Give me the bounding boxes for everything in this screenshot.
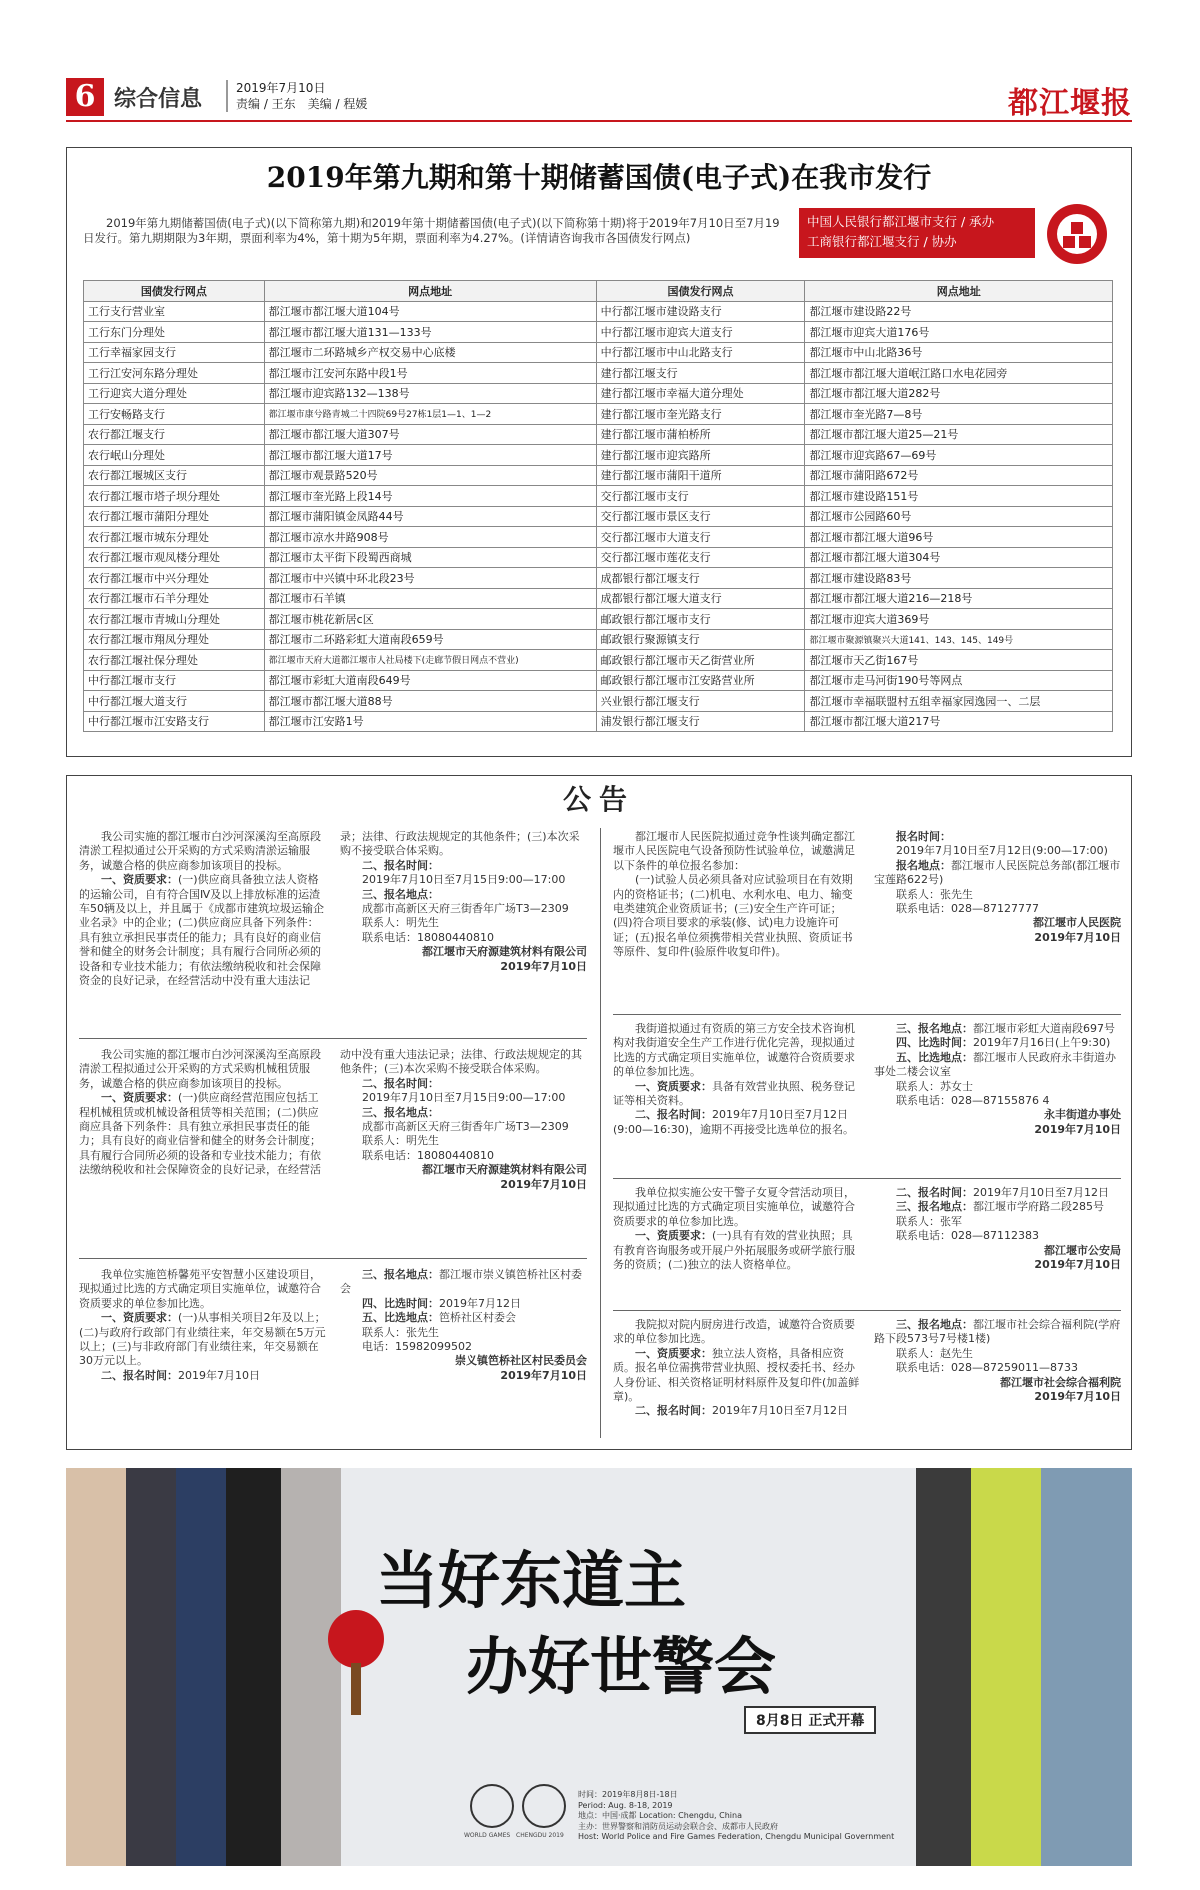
notice-text: 笆桥社区村委会 — [439, 1311, 516, 1325]
table-cell: 都江堰市天乙街167号 — [805, 650, 1113, 671]
notice-date: 2019年7月10日 — [1034, 930, 1121, 944]
table-cell: 都江堰市二环路城乡产权交易中心底楼 — [264, 342, 596, 363]
police-photo — [971, 1468, 1046, 1866]
notice-date: 2019年7月10日 — [1034, 1390, 1121, 1404]
notice-text: 2019年7月10日至7月12日(9:00—17:00) — [896, 844, 1108, 858]
table-cell: 邮政银行都江堰市支行 — [596, 609, 805, 630]
table-cell: 都江堰市聚源镇聚兴大道141、143、145、149号 — [805, 629, 1113, 650]
notice-text: (一)具有有效的营业执照；具有教育咨询服务或开展户外拓展服务或研学旅行服务的资质；(二)独立的法人资格单位。 — [613, 1229, 855, 1272]
emblem-label: WORLD GAMES — [464, 1832, 511, 1839]
table-cell: 交行都江堰市支行 — [596, 486, 805, 507]
table-cell: 都江堰市都江堰大道17号 — [264, 445, 596, 466]
athlete-photo — [281, 1468, 341, 1866]
table-cell: 农行都江堰市石羊分理处 — [84, 588, 265, 609]
table-header-cell: 国债发行网点 — [596, 281, 805, 302]
table-row — [84, 670, 1113, 691]
bank-line-2: 工商银行都江堰支行 / 协办 — [807, 234, 957, 249]
table-cell: 成都银行都江堰大道支行 — [596, 588, 805, 609]
table-cell: 都江堰市建设路151号 — [805, 486, 1113, 507]
table-row — [84, 445, 1113, 466]
notice-text: 2019年7月12日 — [439, 1296, 521, 1310]
police-photo — [1041, 1468, 1132, 1866]
chengdu-2019-emblem-icon — [522, 1784, 566, 1828]
table-cell: 中行都江堰市建设路支行 — [596, 301, 805, 322]
table-cell: 都江堰市都江堰大道岷江路口水电花园旁 — [805, 363, 1113, 384]
table-row — [84, 506, 1113, 527]
table-cell: 都江堰市都江堰大道304号 — [805, 547, 1113, 568]
table-row — [84, 301, 1113, 322]
notice-text: 联系电话：028—87112383 — [896, 1229, 1039, 1243]
table-cell: 浦发银行都江堰支行 — [596, 711, 805, 732]
notice-text: 我公司实施的都江堰市白沙河深溪沟至高原段清淤工程拟通过公开采购的方式采购清淤运输服务，诚邀合格的供应商参加该项目的投标。 — [79, 830, 321, 872]
table-cell: 兴业银行都江堰支行 — [596, 691, 805, 712]
table-cell: 农行都江堰市城东分理处 — [84, 527, 265, 548]
table-row — [84, 342, 1113, 363]
notice-text: 2019年7月10日至7月12日(9:00—16:30)，逾期不再接受比选单位的报名。 — [613, 1108, 854, 1136]
ad-slogan — [376, 1538, 776, 1710]
table-cell: 都江堰市都江堰大道25—21号 — [805, 424, 1113, 445]
notice-title: 公告 — [562, 783, 635, 816]
table-cell: 农行都江堰市青城山分理处 — [84, 609, 265, 630]
table-cell: 建行都江堰支行 — [596, 363, 805, 384]
table-cell: 都江堰市中山北路36号 — [805, 342, 1113, 363]
table-row — [84, 363, 1113, 384]
table-cell: 农行都江堰社保分理处 — [84, 650, 265, 671]
table-cell: 农行岷山分理处 — [84, 445, 265, 466]
notice-text: 联系电话：028—87155876 4 — [896, 1094, 1050, 1108]
table-row — [84, 527, 1113, 548]
bank-logo-icon — [1047, 204, 1107, 264]
table-cell: 都江堰市中兴镇中环北段23号 — [264, 568, 596, 589]
notice-text: (一)试验人员必须具备对应试验项目在有效期内的资格证书；(二)机电、水利水电、电力、输变电类建筑企业资质证书；(三)安全生产许可证；(四)符合项目要求的承装(修、试)电力设施许可证；(五)报名单位须携带相关营业执照、资质证书等原件、复印件(验原件收复印件)。 — [613, 873, 853, 959]
notice-text: 联系电话：028—87259011—8733 — [896, 1361, 1078, 1375]
notice-text: 都江堰市崇义镇笆桥社区村委会 — [340, 1268, 582, 1296]
table-cell: 都江堰市蒲阳路672号 — [805, 465, 1113, 486]
notice-text: 2019年7月10日至7月15日9:00—17:00 — [362, 873, 566, 887]
notice-text: (一)从事相关项目2年及以上；(二)与政府行政部门有业绩往来，年交易额在5万元以上；(三)与非政府部门有业绩往来，年交易额在30万元以上。 — [79, 1311, 326, 1368]
table-cell: 都江堰市建设路22号 — [805, 301, 1113, 322]
notice-text: 联系电话：18080440810 — [362, 930, 494, 944]
notice-text: 都江堰市人民医院拟通过竞争性谈判确定都江堰市人民医院电气设备预防性试验单位，诚邀满足以下条件的单位报名参加： — [613, 830, 855, 872]
table-cell: 都江堰市迎宾大道369号 — [805, 609, 1113, 630]
table-row — [84, 568, 1113, 589]
table-row — [84, 711, 1113, 732]
table-cell: 建行都江堰市迎宾路所 — [596, 445, 805, 466]
table-cell: 都江堰市奎光路上段14号 — [264, 486, 596, 507]
table-cell: 农行都江堰市中兴分理处 — [84, 568, 265, 589]
notice-heading: 三、报名地点： — [362, 1268, 439, 1281]
table-cell: 邮政银行都江堰市天乙街营业所 — [596, 650, 805, 671]
notice-6 — [613, 1186, 1121, 1302]
table-cell: 工行幸福家园支行 — [84, 342, 265, 363]
table-row — [84, 650, 1113, 671]
table-cell: 都江堰市石羊镇 — [264, 588, 596, 609]
ad-info-line: 主办：世界警察和消防员运动会联合会、成都市人民政府 — [578, 1821, 778, 1831]
notice-text: 我街道拟通过有资质的第三方安全技术咨询机构对我街道安全生产工作进行优化完善，现拟通过比选的方式确定项目实施单位，诚邀符合资质要求的单位参加比选。 — [613, 1022, 855, 1079]
notice-1 — [79, 830, 587, 1030]
table-row — [84, 322, 1113, 343]
table-cell: 农行都江堰城区支行 — [84, 465, 265, 486]
table-cell: 都江堰市都江堰大道88号 — [264, 691, 596, 712]
table-row — [84, 588, 1113, 609]
table-cell: 交行都江堰市景区支行 — [596, 506, 805, 527]
notice-text: 都江堰市人民医院总务部(都江堰市宝莲路622号) — [874, 858, 1121, 887]
table-cell: 都江堰市建设路83号 — [805, 568, 1113, 589]
table-cell: 中行都江堰市迎宾大道支行 — [596, 322, 805, 343]
notice-text: 联系人：明先生 — [362, 916, 439, 930]
notice-heading: 五、比选地点： — [362, 1311, 439, 1325]
notice-date: 2019年7月10日 — [500, 1177, 587, 1191]
notice-heading: 三、报名地点： — [896, 1200, 973, 1214]
notice-separator — [613, 1178, 1121, 1179]
notice-heading: 一、资质要求： — [635, 1346, 712, 1360]
notice-date: 2019年7月10日 — [1034, 1122, 1121, 1136]
ad-info-line: 时间：2019年8月8日-18日 — [578, 1790, 678, 1799]
notice-text: 联系电话：028—87127777 — [896, 902, 1039, 916]
notice-date: 2019年7月10日 — [500, 959, 587, 973]
notice-signature: 都江堰市天府源建筑材料有限公司 — [422, 945, 587, 959]
notice-2 — [79, 1048, 587, 1248]
notice-signature: 都江堰市公安局 — [1044, 1243, 1121, 1257]
table-cell: 工行东门分理处 — [84, 322, 265, 343]
table-header-row — [84, 281, 1113, 302]
notice-text: 具备有效营业执照、税务登记证等相关资料。 — [613, 1079, 855, 1108]
table-cell: 都江堰市迎宾路132—138号 — [264, 383, 596, 404]
table-cell: 都江堰市凉水井路908号 — [264, 527, 596, 548]
table-cell: 工行安畅路支行 — [84, 404, 265, 425]
table-row — [84, 465, 1113, 486]
table-cell: 建行都江堰市蒲阳干道所 — [596, 465, 805, 486]
bond-intro: 2019年第九期储蓄国债(电子式)(以下简称第九期)和2019年第十期储蓄国债(电子式)(以下简称第十期)将于2019年7月10日至7月19日发行。第九期期限为3年期，票面利率为4%，第十期为5年期，票面利率为4.27%。(详情请咨询我市各国债发行网点) — [83, 216, 780, 245]
notice-text: 2019年7月16日(上午9:30) — [973, 1036, 1111, 1050]
notice-text: 联系人：苏女士 — [896, 1079, 973, 1093]
notice-separator — [613, 1014, 1121, 1015]
notice-heading: 三、报名地点： — [362, 1105, 439, 1119]
notice-text: 电话：15982099502 — [362, 1340, 472, 1354]
opening-date: 8月8日 正式开幕 — [744, 1706, 876, 1734]
table-row — [84, 486, 1113, 507]
notice-text: 我公司实施的都江堰市白沙河深溪沟至高原段清淤工程拟通过公开采购的方式采购机械租赁服务，诚邀合格的供应商参加该项目的投标。 — [79, 1048, 321, 1090]
header-rule — [66, 120, 1132, 122]
ad-info-line: Host: World Police and Fire Games Federation, Chengdu Municipal Government — [578, 1832, 895, 1841]
table-cell: 都江堰市走马河街190号等网点 — [805, 670, 1113, 691]
bank-banner — [799, 208, 1035, 258]
table-cell: 都江堰市蒲阳镇金凤路44号 — [264, 506, 596, 527]
notice-text: 联系人：明先生 — [362, 1134, 439, 1148]
notice-text: 都江堰市人民政府永丰街道办事处二楼会议室 — [874, 1050, 1116, 1079]
notice-text: 都江堰市学府路二段285号 — [973, 1200, 1104, 1214]
table-row — [84, 424, 1113, 445]
newspaper-logo: 都江堰报 — [1008, 86, 1132, 121]
table-header-cell: 网点地址 — [805, 281, 1113, 302]
notice-text: 2019年7月10日 — [178, 1368, 260, 1382]
notice-signature: 崇义镇笆桥社区村民委员会 — [455, 1354, 587, 1368]
notice-text: 独立法人资格，具备相应资质。报名单位需携带营业执照、授权委托书、经办人身份证、相关资格证明材料原件及复印件(加盖鲜章)。 — [613, 1346, 860, 1404]
table-cell: 农行都江堰市翔凤分理处 — [84, 629, 265, 650]
notice-text: 我院拟对院内厨房进行改造，诚邀符合资质要求的单位参加比选。 — [613, 1318, 855, 1346]
table-cell: 中行都江堰市江安路支行 — [84, 711, 265, 732]
table-cell: 都江堰市江安河东路中段1号 — [264, 363, 596, 384]
notice-text: 都江堰市彩虹大道南段697号 — [973, 1022, 1115, 1035]
notice-separator — [79, 1258, 587, 1259]
editors: 责编 / 王东 美编 / 程媛 — [236, 97, 368, 111]
table-cell: 建行都江堰市幸福大道分理处 — [596, 383, 805, 404]
table-cell: 工行支行营业室 — [84, 301, 265, 322]
table-cell: 都江堰市都江堰大道104号 — [264, 301, 596, 322]
bond-outlet-table — [83, 280, 1113, 732]
table-cell: 都江堰市公园路60号 — [805, 506, 1113, 527]
ad-info-line: 地点：中国·成都 Location: Chengdu, China — [578, 1811, 742, 1820]
table-cell: 邮政银行都江堰市江安路营业所 — [596, 670, 805, 691]
notice-section — [66, 775, 1132, 1450]
table-row — [84, 383, 1113, 404]
table-cell: 工行迎宾大道分理处 — [84, 383, 265, 404]
notice-text: 2019年7月10日至7月15日9:00—17:00 — [362, 1091, 566, 1105]
notice-signature: 都江堰市人民医院 — [1033, 916, 1121, 930]
bank-line-1: 中国人民银行都江堰市支行 / 承办 — [807, 214, 995, 229]
table-cell: 都江堰市桃花新居c区 — [264, 609, 596, 630]
notice-text: 我单位拟实施公安干警子女夏令营活动项目，现拟通过比选的方式确定项目实施单位，诚邀符合资质要求的单位参加比选。 — [613, 1186, 855, 1228]
table-cell: 都江堰市迎宾大道176号 — [805, 322, 1113, 343]
table-cell: 都江堰市都江堰大道96号 — [805, 527, 1113, 548]
paddle-handle — [351, 1663, 361, 1715]
table-cell: 成都银行都江堰支行 — [596, 568, 805, 589]
notice-heading: 三、报名地点： — [896, 1022, 973, 1035]
notice-heading: 二、报名时间： — [635, 1404, 712, 1418]
notice-heading: 一、资质要求： — [635, 1079, 712, 1093]
table-cell: 都江堰市都江堰大道217号 — [805, 711, 1113, 732]
table-cell: 都江堰市二环路彩虹大道南段659号 — [264, 629, 596, 650]
notice-heading: 五、比选地点： — [896, 1050, 973, 1064]
notice-heading: 四、比选时间： — [362, 1296, 439, 1310]
notice-heading: 二、报名时间： — [101, 1368, 178, 1382]
world-games-emblem-icon — [470, 1784, 514, 1828]
table-cell: 都江堰市幸福联盟村五组幸福家园逸园一、二层 — [805, 691, 1113, 712]
emblem-label: CHENGDU 2019 — [516, 1832, 564, 1839]
table-cell: 都江堰市都江堰大道282号 — [805, 383, 1113, 404]
notice-5 — [613, 1022, 1121, 1172]
issue-meta — [226, 80, 367, 112]
table-cell: 都江堰市都江堰大道131—133号 — [264, 322, 596, 343]
notice-heading: 报名时间： — [896, 830, 951, 843]
table-row — [84, 629, 1113, 650]
table-cell: 农行都江堰市蒲阳分理处 — [84, 506, 265, 527]
table-cell: 都江堰市迎宾路67—69号 — [805, 445, 1113, 466]
notice-heading: 四、比选时间： — [896, 1036, 973, 1050]
table-cell: 都江堰市康兮路青城二十四院69号27栋1层1—1、1—2 — [264, 404, 596, 425]
notice-separator — [613, 1310, 1121, 1311]
notice-text: 联系人：张先生 — [896, 887, 973, 901]
table-row — [84, 404, 1113, 425]
slogan-line-2: 办好世警会 — [466, 1630, 777, 1703]
notice-text: 2019年7月10日至7月12日 — [973, 1186, 1109, 1199]
notice-signature: 都江堰市社会综合福利院 — [1000, 1375, 1121, 1389]
notice-text: 成都市高新区天府三街香年广场T3—2309 — [362, 902, 569, 916]
table-cell: 建行都江堰市奎光路支行 — [596, 404, 805, 425]
ad-info — [578, 1790, 894, 1843]
table-cell: 农行都江堰市观凤楼分理处 — [84, 547, 265, 568]
bond-article — [66, 147, 1132, 757]
notice-heading: 一、资质要求： — [635, 1229, 712, 1243]
table-cell: 农行都江堰支行 — [84, 424, 265, 445]
notice-heading: 一、资质要求： — [101, 873, 178, 887]
notice-text: (一)供应商具备独立法人资格的运输公司，自有符合国Ⅳ及以上排放标准的运渣车50辆及以上，并且属于《成都市建筑垃圾运输企业名录》中的企业；(二)供应商应具备下列条件：具有独立承担民事责任的能力；具有良好的商业信誉和健全的财务会计制度；具有履行合同所必须的设备和专业技术能力；有依法缴纳税收和社会保障资金的良好记录，在经营活动中没有重大违法记录；法律、行政法规规定的其他条件；(三)本次采购不接受联合体采购。 — [79, 830, 580, 988]
notice-heading: 二、报名时间： — [362, 1076, 439, 1090]
notice-heading: 三、报名地点： — [896, 1318, 973, 1331]
table-cell: 邮政银行聚源镇支行 — [596, 629, 805, 650]
notice-date: 2019年7月10日 — [1034, 1258, 1121, 1272]
notice-text: (一)供应商经营范围应包括工程机械租赁或机械设备租赁等相关范围；(二)供应商应具备下列条件：具有独立承担民事责任的能力；具有良好的商业信誉和健全的财务会计制度；具有履行合同所必须的设备和专业技术能力；有依法缴纳税收和社会保障资金的良好记录，在经营活动中没有重大违法记录；法律、行政法规规定的其他条件；(三)本次采购不接受联合体采购。 — [79, 1048, 582, 1177]
notice-text: 都江堰市社会综合福利院(学府路下段573号7号楼1楼) — [874, 1318, 1121, 1346]
table-row — [84, 609, 1113, 630]
notice-text: 联系人：张先生 — [362, 1325, 439, 1339]
table-cell: 都江堰市都江堰大道216—218号 — [805, 588, 1113, 609]
notice-heading: 二、报名时间： — [635, 1108, 712, 1122]
table-cell: 都江堰市奎光路7—8号 — [805, 404, 1113, 425]
notice-signature: 永丰街道办事处 — [1044, 1108, 1121, 1122]
notice-separator — [79, 1038, 587, 1039]
table-cell: 农行都江堰市塔子坝分理处 — [84, 486, 265, 507]
notice-3 — [79, 1268, 587, 1444]
issue-date: 2019年7月10日 — [236, 81, 326, 95]
notice-text: 成都市高新区天府三街香年广场T3—2309 — [362, 1120, 569, 1134]
notice-text: 联系人：张军 — [896, 1214, 962, 1228]
notice-heading: 二、报名时间： — [896, 1186, 973, 1199]
section-title: 综合信息 — [114, 87, 203, 112]
ad-info-line: Period: Aug. 8-18, 2019 — [578, 1800, 673, 1810]
table-cell: 都江堰市彩虹大道南段649号 — [264, 670, 596, 691]
column-divider — [600, 828, 601, 1438]
bond-title: 2019年第九期和第十期储蓄国债(电子式)在我市发行 — [266, 161, 932, 194]
table-header-cell: 网点地址 — [264, 281, 596, 302]
notice-heading: 一、资质要求： — [101, 1091, 178, 1105]
table-cell: 都江堰市江安路1号 — [264, 711, 596, 732]
notice-heading: 三、报名地点： — [362, 887, 439, 901]
table-cell: 工行江安河东路分理处 — [84, 363, 265, 384]
table-row — [84, 547, 1113, 568]
table-cell: 都江堰市太平街下段蜀西商城 — [264, 547, 596, 568]
notice-heading: 报名地点： — [896, 858, 951, 872]
page-number: 6 — [66, 78, 104, 116]
slogan-line-1: 当好东道主 — [376, 1544, 687, 1617]
table-cell: 都江堰市天府大道都江堰市人社局楼下(走廊节假日网点不营业) — [264, 650, 596, 671]
table-cell: 中行都江堰大道支行 — [84, 691, 265, 712]
page-header — [66, 78, 1132, 120]
table-cell: 建行都江堰市蒲柏桥所 — [596, 424, 805, 445]
notice-date: 2019年7月10日 — [500, 1368, 587, 1382]
table-cell: 都江堰市都江堰大道307号 — [264, 424, 596, 445]
notice-4 — [613, 830, 1121, 1030]
notice-heading: 一、资质要求： — [101, 1311, 178, 1325]
notice-signature: 都江堰市天府源建筑材料有限公司 — [422, 1163, 587, 1177]
notice-text: 联系人：赵先生 — [896, 1346, 973, 1360]
table-row — [84, 691, 1113, 712]
notice-text: 2019年7月10日至7月12日 — [712, 1404, 848, 1418]
table-cell: 交行都江堰市莲花支行 — [596, 547, 805, 568]
table-header-cell: 国债发行网点 — [84, 281, 265, 302]
table-cell: 中行都江堰市中山北路支行 — [596, 342, 805, 363]
notice-text: 我单位实施笆桥馨苑平安智慧小区建设项目，现拟通过比选的方式确定项目实施单位，诚邀符合资质要求的单位参加比选。 — [79, 1268, 321, 1310]
notice-heading: 二、报名时间： — [362, 858, 439, 872]
notice-text: 联系电话：18080440810 — [362, 1148, 494, 1162]
table-cell: 中行都江堰市支行 — [84, 670, 265, 691]
table-cell: 交行都江堰市大道支行 — [596, 527, 805, 548]
games-advertisement — [66, 1468, 1132, 1866]
table-cell: 都江堰市观景路520号 — [264, 465, 596, 486]
notice-7 — [613, 1318, 1121, 1444]
